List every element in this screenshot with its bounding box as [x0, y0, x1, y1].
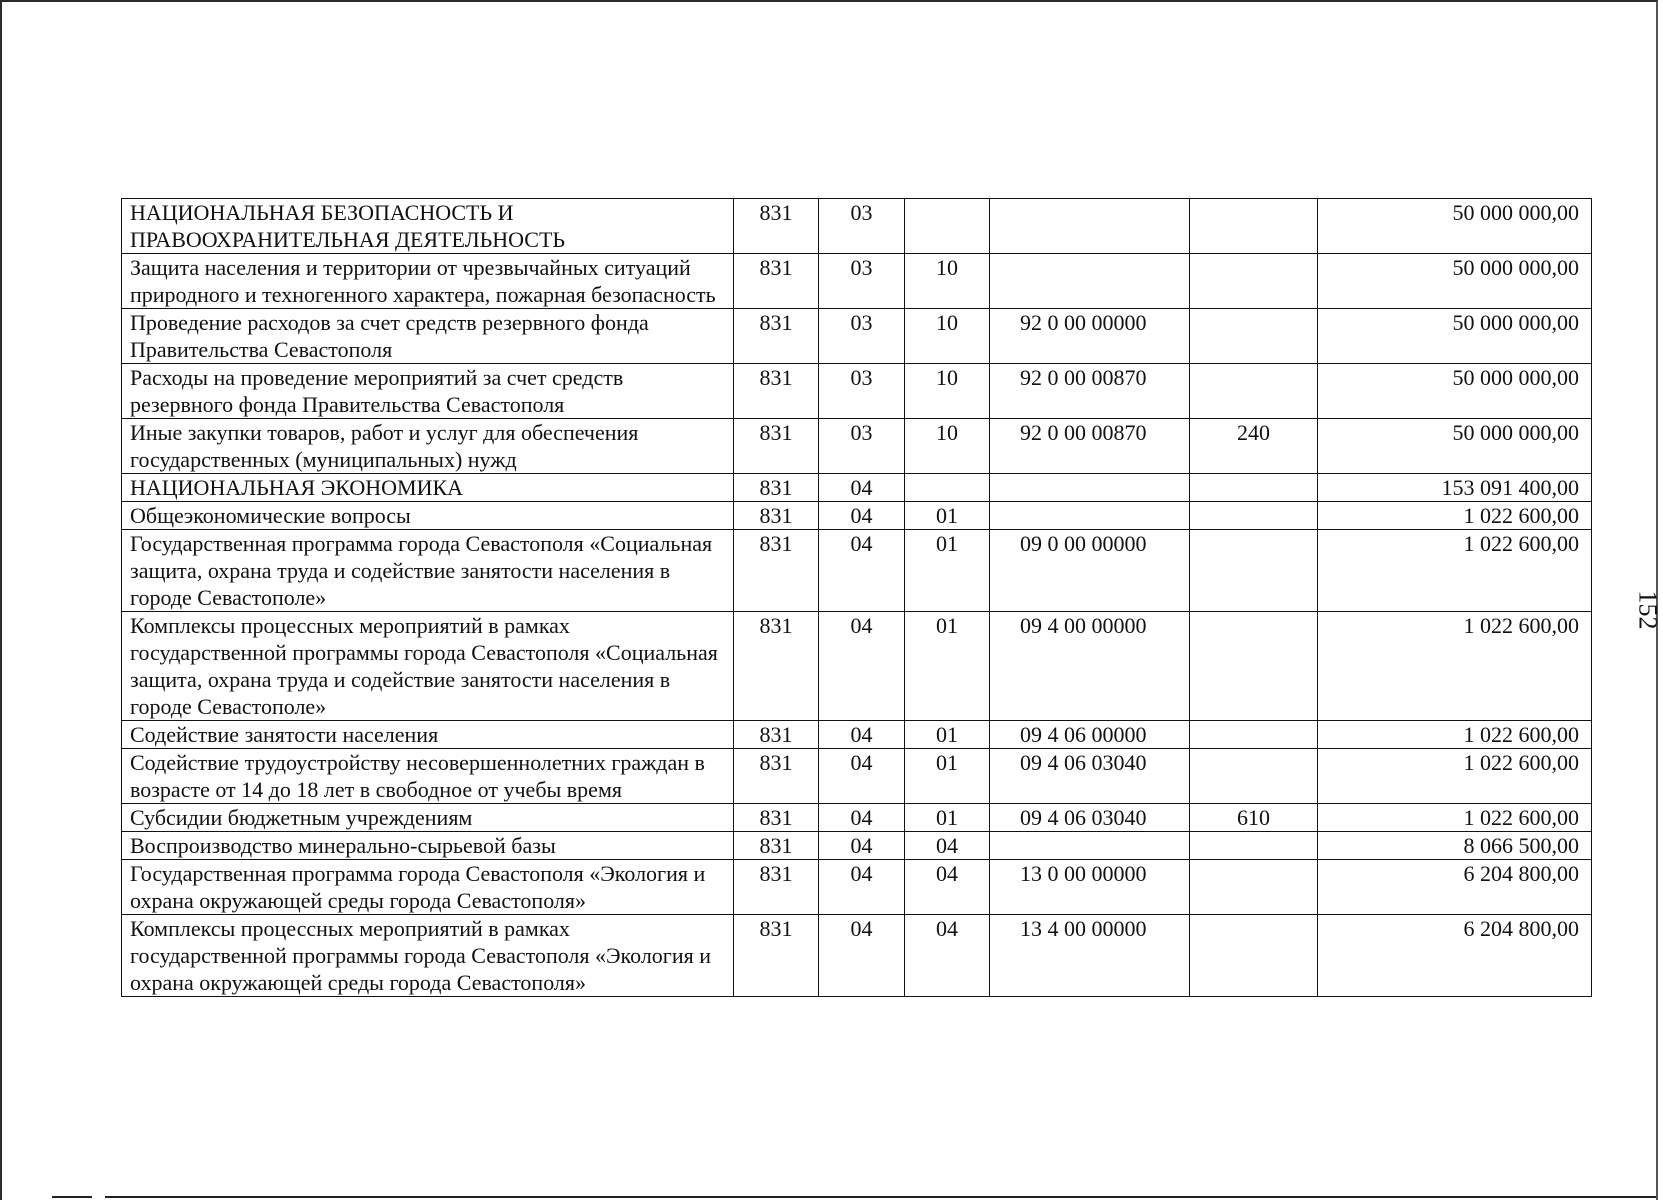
row-amount: 50 000 000,00 [1318, 364, 1592, 419]
row-ved: 831 [734, 474, 819, 502]
row-vr [1190, 254, 1318, 309]
row-name: НАЦИОНАЛЬНАЯ ЭКОНОМИКА [122, 474, 734, 502]
row-amount: 50 000 000,00 [1318, 309, 1592, 364]
row-rz: 03 [819, 254, 905, 309]
row-pr: 10 [905, 364, 990, 419]
row-pr [905, 474, 990, 502]
row-amount: 50 000 000,00 [1318, 419, 1592, 474]
row-rz: 04 [819, 860, 905, 915]
row-pr: 01 [905, 530, 990, 612]
row-amount: 6 204 800,00 [1318, 915, 1592, 997]
row-ved: 831 [734, 804, 819, 832]
row-csr [990, 474, 1190, 502]
row-csr [990, 832, 1190, 860]
row-amount: 50 000 000,00 [1318, 254, 1592, 309]
row-rz: 04 [819, 721, 905, 749]
table-row [122, 721, 1592, 749]
row-vr [1190, 309, 1318, 364]
row-pr: 01 [905, 749, 990, 804]
row-csr: 09 4 06 00000 [990, 721, 1190, 749]
row-amount: 1 022 600,00 [1318, 612, 1592, 721]
row-amount: 153 091 400,00 [1318, 474, 1592, 502]
table-row [122, 254, 1592, 309]
row-csr [990, 199, 1190, 254]
row-csr: 09 4 06 03040 [990, 804, 1190, 832]
row-name: Комплексы процессных мероприятий в рамках государственной программы города Севастополя «Экология и охрана окружающей среды города Севастополя» [122, 915, 734, 997]
row-rz: 04 [819, 502, 905, 530]
row-amount: 1 022 600,00 [1318, 530, 1592, 612]
table-row [122, 749, 1592, 804]
row-rz: 03 [819, 364, 905, 419]
row-csr: 09 4 06 03040 [990, 749, 1190, 804]
row-vr [1190, 860, 1318, 915]
row-name: Комплексы процессных мероприятий в рамках государственной программы города Севастополя «Социальная защита, охрана труда и содействие занятости населения в городе Севастополе» [122, 612, 734, 721]
row-amount: 1 022 600,00 [1318, 502, 1592, 530]
row-ved: 831 [734, 612, 819, 721]
row-name: НАЦИОНАЛЬНАЯ БЕЗОПАСНОСТЬ И ПРАВООХРАНИТЕЛЬНАЯ ДЕЯТЕЛЬНОСТЬ [122, 199, 734, 254]
table-row [122, 860, 1592, 915]
row-ved: 831 [734, 364, 819, 419]
row-vr [1190, 832, 1318, 860]
row-name: Расходы на проведение мероприятий за счет средств резервного фонда Правительства Севастополя [122, 364, 734, 419]
table-body [122, 199, 1592, 997]
row-rz: 04 [819, 474, 905, 502]
row-pr: 04 [905, 860, 990, 915]
row-vr [1190, 199, 1318, 254]
table-row [122, 364, 1592, 419]
row-ved: 831 [734, 915, 819, 997]
row-rz: 04 [819, 612, 905, 721]
table-row [122, 804, 1592, 832]
row-amount: 6 204 800,00 [1318, 860, 1592, 915]
budget-table [121, 198, 1592, 997]
row-ved: 831 [734, 860, 819, 915]
row-csr: 09 4 00 00000 [990, 612, 1190, 721]
row-pr: 10 [905, 309, 990, 364]
row-pr: 10 [905, 419, 990, 474]
row-pr: 01 [905, 612, 990, 721]
table-row [122, 832, 1592, 860]
row-ved: 831 [734, 721, 819, 749]
row-ved: 831 [734, 832, 819, 860]
row-vr [1190, 474, 1318, 502]
row-name: Содействие занятости населения [122, 721, 734, 749]
row-name: Субсидии бюджетным учреждениям [122, 804, 734, 832]
row-ved: 831 [734, 309, 819, 364]
table-row [122, 419, 1592, 474]
table-row [122, 612, 1592, 721]
table-row [122, 502, 1592, 530]
row-rz: 03 [819, 309, 905, 364]
row-rz: 04 [819, 749, 905, 804]
table-row [122, 530, 1592, 612]
row-vr [1190, 530, 1318, 612]
table-row [122, 309, 1592, 364]
row-amount: 8 066 500,00 [1318, 832, 1592, 860]
row-ved: 831 [734, 254, 819, 309]
row-name: Общеэкономические вопросы [122, 502, 734, 530]
row-ved: 831 [734, 419, 819, 474]
row-amount: 50 000 000,00 [1318, 199, 1592, 254]
row-rz: 03 [819, 419, 905, 474]
row-vr [1190, 915, 1318, 997]
row-csr: 13 4 00 00000 [990, 915, 1190, 997]
row-ved: 831 [734, 749, 819, 804]
row-pr: 01 [905, 502, 990, 530]
page-number: 152 [1633, 590, 1663, 630]
row-vr [1190, 502, 1318, 530]
row-csr: 92 0 00 00870 [990, 364, 1190, 419]
row-pr: 01 [905, 804, 990, 832]
row-name: Государственная программа города Севастополя «Экология и охрана окружающей среды города Севастополя» [122, 860, 734, 915]
row-name: Проведение расходов за счет средств резервного фонда Правительства Севастополя [122, 309, 734, 364]
row-name: Государственная программа города Севастополя «Социальная защита, охрана труда и содействие занятости населения в городе Севастополе» [122, 530, 734, 612]
row-rz: 04 [819, 915, 905, 997]
row-amount: 1 022 600,00 [1318, 749, 1592, 804]
row-pr: 04 [905, 915, 990, 997]
row-vr: 240 [1190, 419, 1318, 474]
footer-divider-short [52, 1196, 92, 1198]
row-csr [990, 502, 1190, 530]
row-vr [1190, 749, 1318, 804]
row-amount: 1 022 600,00 [1318, 804, 1592, 832]
row-vr [1190, 721, 1318, 749]
row-ved: 831 [734, 502, 819, 530]
row-csr: 92 0 00 00000 [990, 309, 1190, 364]
row-rz: 03 [819, 199, 905, 254]
row-pr: 10 [905, 254, 990, 309]
row-vr [1190, 364, 1318, 419]
row-name: Защита населения и территории от чрезвычайных ситуаций природного и техногенного характера, пожарная безопасность [122, 254, 734, 309]
row-csr: 13 0 00 00000 [990, 860, 1190, 915]
footer-divider-long [105, 1196, 1656, 1198]
row-pr: 04 [905, 832, 990, 860]
row-ved: 831 [734, 199, 819, 254]
row-csr: 09 0 00 00000 [990, 530, 1190, 612]
row-name: Воспроизводство минерально-сырьевой базы [122, 832, 734, 860]
row-amount: 1 022 600,00 [1318, 721, 1592, 749]
row-rz: 04 [819, 530, 905, 612]
table-row [122, 915, 1592, 997]
row-name: Содействие трудоустройству несовершеннолетних граждан в возрасте от 14 до 18 лет в свободное от учебы время [122, 749, 734, 804]
row-csr [990, 254, 1190, 309]
table-row [122, 199, 1592, 254]
table-row [122, 474, 1592, 502]
row-rz: 04 [819, 804, 905, 832]
row-vr: 610 [1190, 804, 1318, 832]
row-rz: 04 [819, 832, 905, 860]
row-ved: 831 [734, 530, 819, 612]
row-pr [905, 199, 990, 254]
row-name: Иные закупки товаров, работ и услуг для обеспечения государственных (муниципальных) нужд [122, 419, 734, 474]
row-vr [1190, 612, 1318, 721]
row-pr: 01 [905, 721, 990, 749]
row-csr: 92 0 00 00870 [990, 419, 1190, 474]
